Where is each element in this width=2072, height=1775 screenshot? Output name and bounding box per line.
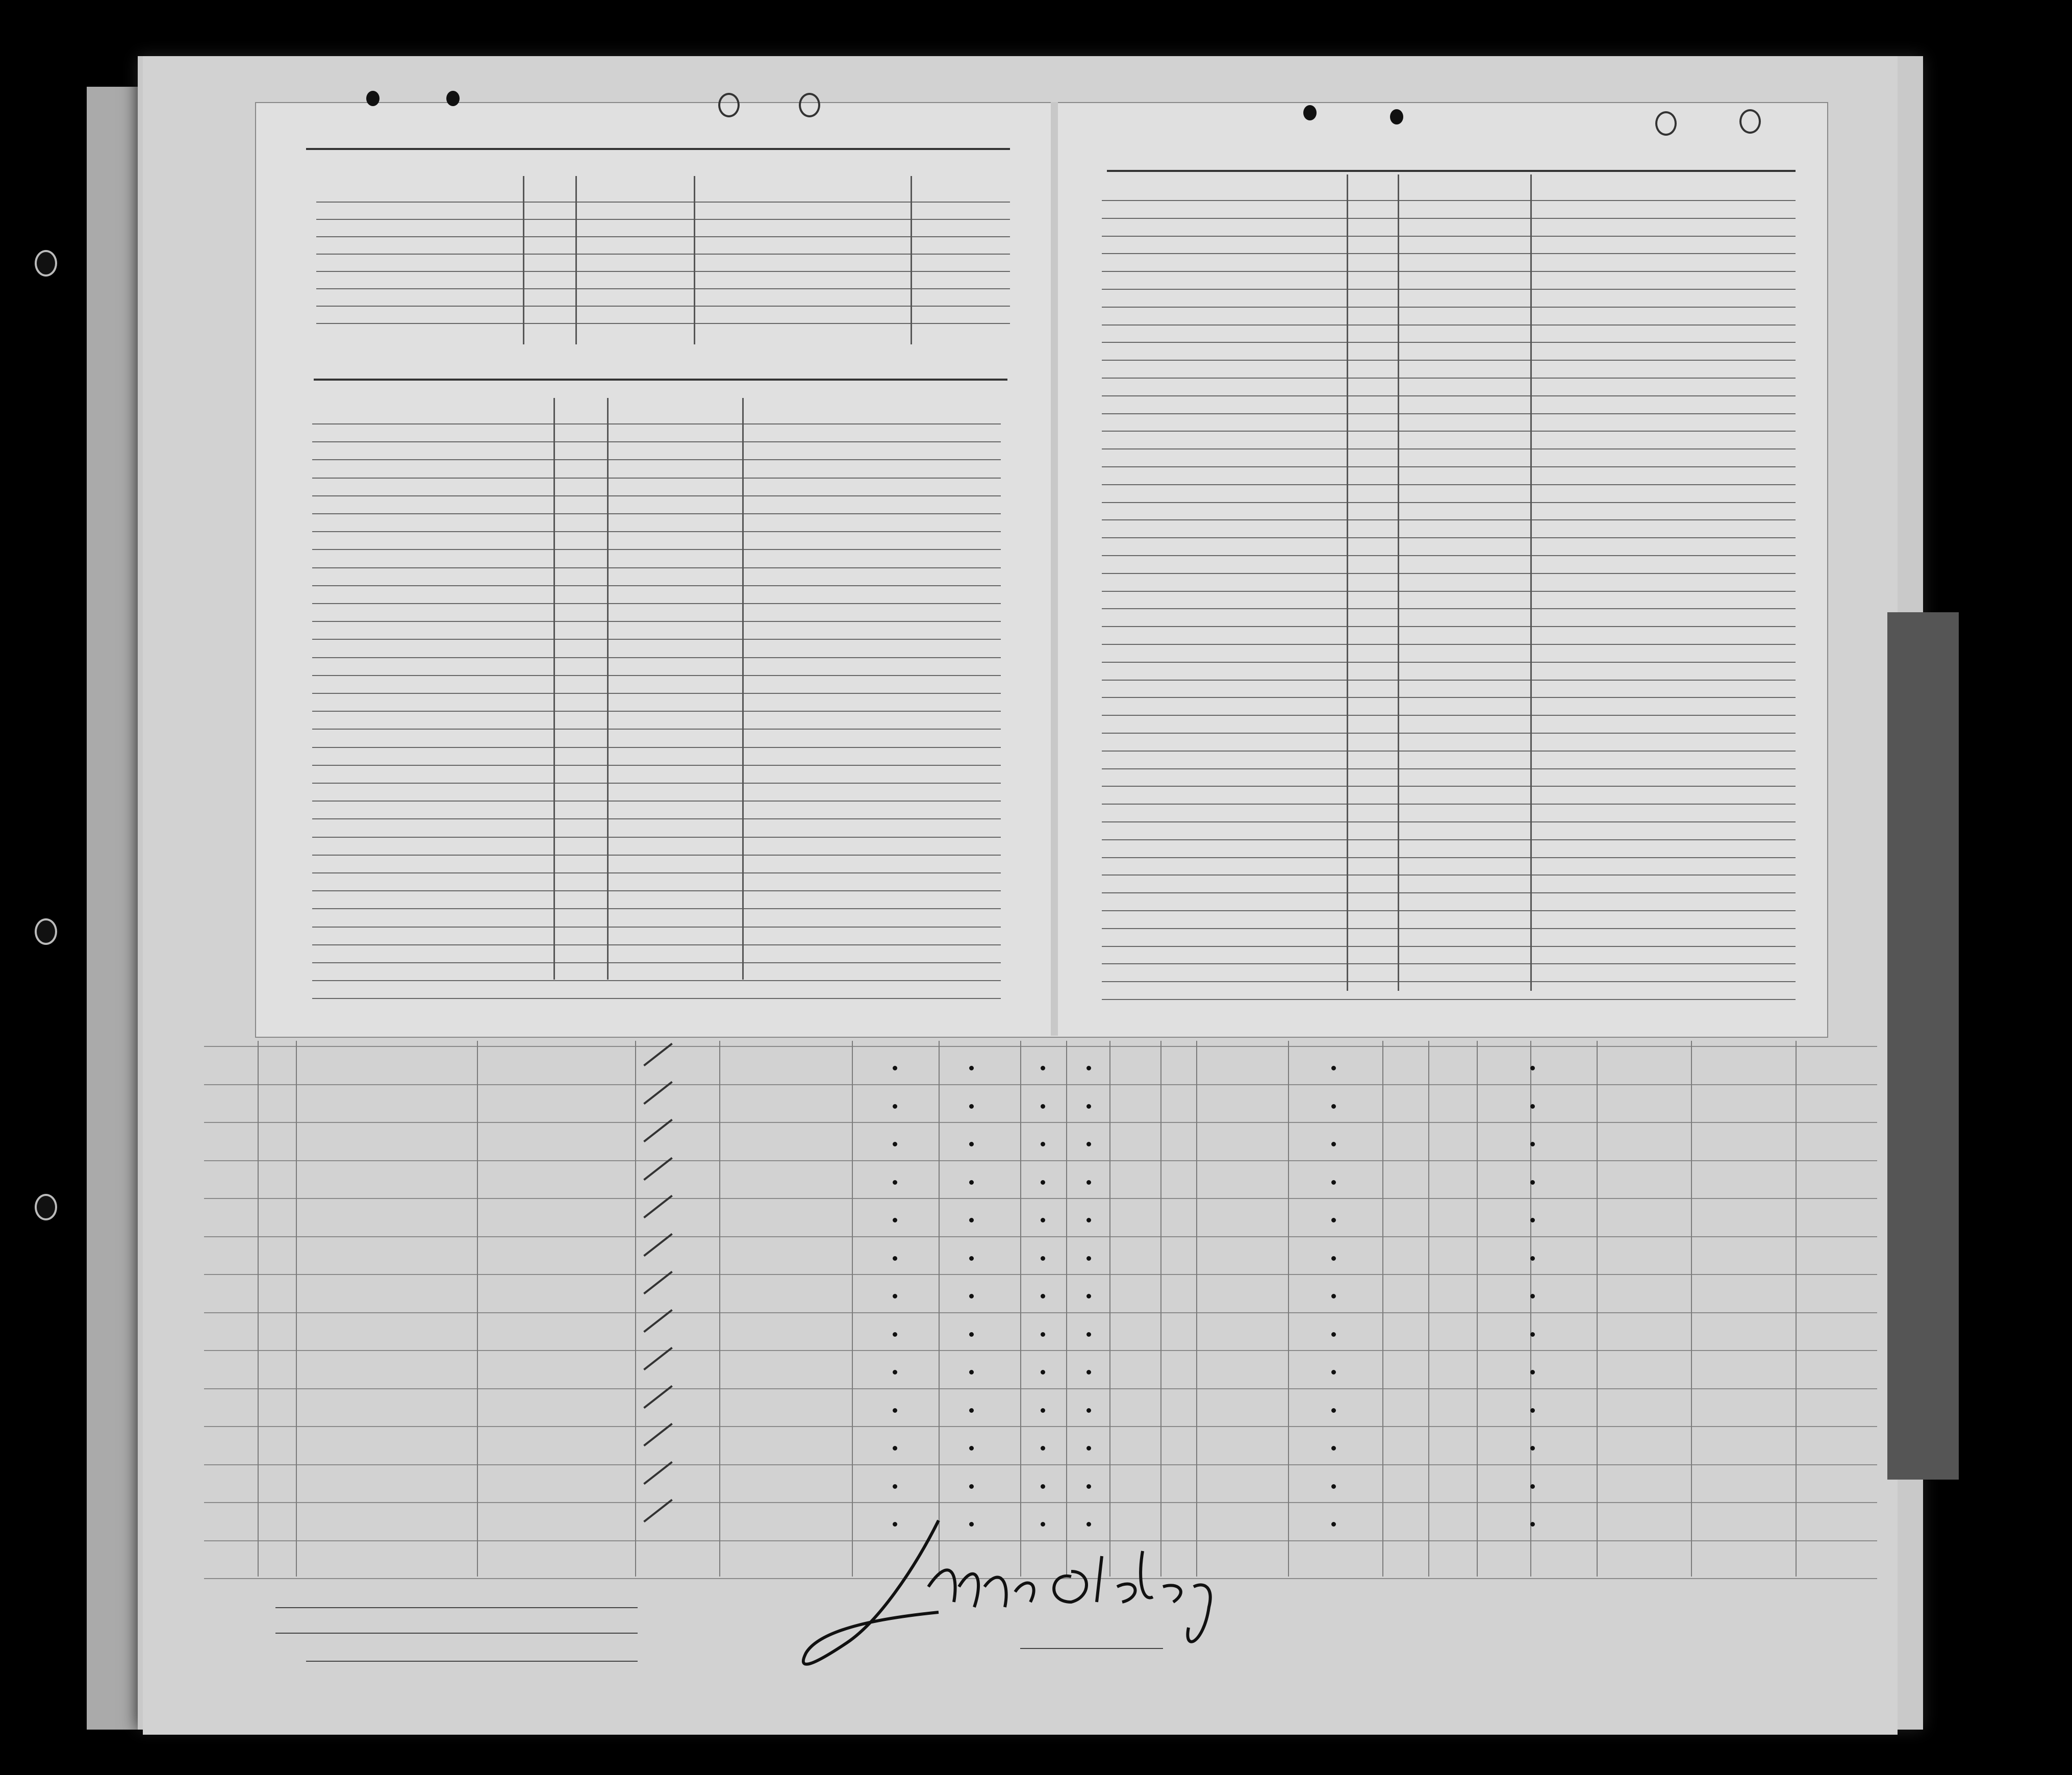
table-column-rule: [258, 1041, 259, 1577]
form-rule: [312, 603, 1001, 604]
form-rule: [1102, 253, 1796, 254]
form-rule: [312, 639, 1001, 640]
dot-mark: [1530, 1370, 1535, 1374]
table-column-rule: [1530, 1041, 1531, 1577]
form-rule: [312, 747, 1001, 748]
dot-mark: [1041, 1180, 1045, 1185]
form-rule: [1102, 218, 1796, 219]
form-rule: [1102, 236, 1796, 237]
form-rule: [312, 962, 1001, 963]
punch-hole: [1390, 109, 1403, 124]
punch-hole: [1739, 109, 1761, 134]
form-rule: [1102, 644, 1796, 645]
form-rule: [312, 513, 1001, 514]
form-rule: [312, 837, 1001, 838]
table-column-rule: [1477, 1041, 1478, 1577]
form-rule: [1102, 395, 1796, 396]
form-rule: [1102, 484, 1796, 485]
dot-mark: [969, 1332, 974, 1337]
form-rule: [312, 423, 1001, 424]
dot-mark: [1041, 1218, 1045, 1222]
table-rule: [204, 1464, 1877, 1465]
punch-hole: [446, 91, 460, 106]
form-rule: [316, 254, 1010, 255]
dot-mark: [969, 1408, 974, 1413]
dot-mark: [969, 1142, 974, 1146]
binder-hole: [35, 1194, 57, 1220]
punch-hole: [1303, 105, 1317, 120]
dot-mark: [893, 1408, 897, 1413]
dot-mark: [1331, 1218, 1336, 1222]
form-rule: [1102, 608, 1796, 609]
form-rule: [312, 657, 1001, 658]
dot-mark: [969, 1256, 974, 1261]
form-rule: [312, 621, 1001, 622]
punch-hole: [366, 91, 380, 106]
dot-mark: [969, 1180, 974, 1185]
form-rule: [1102, 981, 1796, 982]
form-rule: [312, 998, 1001, 999]
form-rule: [1102, 786, 1796, 787]
form-rule: [316, 219, 1010, 220]
seamen-overlay-page: [255, 102, 1828, 1038]
form-rule: [312, 855, 1001, 856]
form-rule: [1102, 892, 1796, 893]
dot-mark: [1041, 1408, 1045, 1413]
dot-mark: [1086, 1104, 1091, 1109]
form-column-rule: [553, 398, 555, 980]
table-rule: [204, 1426, 1877, 1427]
dot-mark: [893, 1256, 897, 1261]
table-column-rule: [1196, 1041, 1197, 1577]
right-edge-sheet: [1887, 612, 1959, 1480]
dot-mark: [1041, 1142, 1045, 1146]
dot-mark: [893, 1332, 897, 1337]
overlay-page-fold: [1051, 102, 1058, 1036]
dot-mark: [1530, 1484, 1535, 1489]
form-rule: [1102, 413, 1796, 414]
form-rule: [312, 783, 1001, 784]
form-column-rule: [911, 176, 912, 344]
dot-mark: [1530, 1142, 1535, 1146]
form-rule: [1102, 342, 1796, 343]
table-rule: [204, 1502, 1877, 1503]
form-rule: [316, 306, 1010, 307]
table-column-rule: [1020, 1041, 1021, 1577]
dot-mark: [1530, 1446, 1535, 1451]
continued-header-rule: [1107, 170, 1796, 172]
table-rule: [204, 1046, 1877, 1047]
dot-mark: [1530, 1066, 1535, 1070]
form-rule: [1102, 821, 1796, 822]
dot-mark: [1331, 1066, 1336, 1070]
dot-mark: [1041, 1294, 1045, 1298]
form-column-rule: [1347, 174, 1348, 991]
form-rule: [312, 890, 1001, 891]
dot-mark: [1086, 1484, 1091, 1489]
form-column-rule: [694, 176, 695, 344]
dot-mark: [1331, 1104, 1336, 1109]
dot-mark: [893, 1370, 897, 1374]
form-rule: [1102, 946, 1796, 947]
form-rule: [1102, 271, 1796, 272]
form-rule: [1102, 431, 1796, 432]
inspector-underline: [1020, 1648, 1163, 1649]
form-rule: [312, 459, 1001, 460]
table-column-rule: [939, 1041, 940, 1577]
dot-mark: [1331, 1370, 1336, 1374]
form-rule: [1102, 324, 1796, 326]
form-rule: [1102, 874, 1796, 876]
dot-mark: [969, 1446, 974, 1451]
form-column-rule: [1398, 174, 1399, 991]
form-rule: [1102, 448, 1796, 449]
form-rule: [312, 927, 1001, 928]
form-column-rule: [575, 176, 577, 344]
owners-underline: [275, 1633, 638, 1634]
table-column-rule: [477, 1041, 478, 1577]
form-rule: [1102, 378, 1796, 379]
dot-mark: [1041, 1370, 1045, 1374]
dot-mark: [1041, 1484, 1045, 1489]
dot-mark: [1086, 1446, 1091, 1451]
dot-mark: [1530, 1294, 1535, 1298]
line-underline: [275, 1607, 638, 1608]
table-rule: [204, 1198, 1877, 1199]
table-column-rule: [635, 1041, 636, 1577]
dot-mark: [969, 1484, 974, 1489]
dot-mark: [1331, 1294, 1336, 1298]
table-rule: [204, 1236, 1877, 1237]
form-rule: [312, 693, 1001, 694]
dot-mark: [893, 1066, 897, 1070]
form-rule: [1102, 519, 1796, 520]
dot-mark: [1530, 1332, 1535, 1337]
dot-mark: [893, 1142, 897, 1146]
dot-mark: [1041, 1332, 1045, 1337]
hospital-header-rule: [306, 148, 1010, 150]
dot-mark: [969, 1294, 974, 1298]
table-rule: [204, 1312, 1877, 1313]
form-rule: [312, 675, 1001, 676]
dot-mark: [1331, 1332, 1336, 1337]
form-column-rule: [523, 176, 524, 344]
form-rule: [1102, 573, 1796, 574]
form-rule: [1102, 928, 1796, 929]
dot-mark: [893, 1484, 897, 1489]
dot-mark: [1530, 1180, 1535, 1185]
form-rule: [1102, 715, 1796, 716]
dot-mark: [1041, 1256, 1045, 1261]
table-column-rule: [1597, 1041, 1598, 1577]
dot-mark: [893, 1218, 897, 1222]
dot-mark: [1041, 1104, 1045, 1109]
form-rule: [312, 818, 1001, 819]
dot-mark: [1530, 1522, 1535, 1527]
punch-hole: [718, 93, 740, 117]
table-rule: [204, 1350, 1877, 1351]
form-rule: [312, 765, 1001, 766]
dot-mark: [969, 1104, 974, 1109]
punch-hole: [799, 93, 820, 117]
table-column-rule: [1382, 1041, 1383, 1577]
inspector-signature: [786, 1510, 1255, 1694]
form-rule: [1102, 307, 1796, 308]
dot-mark: [1086, 1294, 1091, 1298]
table-column-rule: [852, 1041, 853, 1577]
form-rule: [312, 801, 1001, 802]
table-rule: [204, 1160, 1877, 1161]
form-rule: [312, 908, 1001, 909]
form-rule: [312, 549, 1001, 550]
table-column-rule: [1796, 1041, 1797, 1577]
table-column-rule: [1109, 1041, 1110, 1577]
form-rule: [312, 944, 1001, 945]
form-rule: [1102, 910, 1796, 911]
form-rule: [312, 585, 1001, 586]
dot-mark: [1086, 1066, 1091, 1070]
form-rule: [1102, 591, 1796, 592]
form-rule: [312, 531, 1001, 532]
dot-mark: [893, 1104, 897, 1109]
dot-mark: [1331, 1484, 1336, 1489]
form-column-rule: [607, 398, 609, 980]
dot-mark: [1331, 1180, 1336, 1185]
dot-mark: [893, 1446, 897, 1451]
dot-mark: [1331, 1142, 1336, 1146]
dot-mark: [1331, 1522, 1336, 1527]
dot-mark: [1041, 1066, 1045, 1070]
form-rule: [1102, 289, 1796, 290]
dot-mark: [1086, 1370, 1091, 1374]
agents-underline: [306, 1661, 638, 1662]
dot-mark: [893, 1294, 897, 1298]
form-rule: [1102, 697, 1796, 698]
discharged-header-rule: [314, 379, 1007, 381]
dot-mark: [969, 1370, 974, 1374]
table-rule: [204, 1084, 1877, 1085]
form-rule: [312, 711, 1001, 712]
table-rule: [204, 1388, 1877, 1389]
form-rule: [1102, 360, 1796, 361]
table-column-rule: [719, 1041, 720, 1577]
form-rule: [312, 980, 1001, 981]
form-rule: [316, 323, 1010, 324]
form-rule: [316, 271, 1010, 272]
dot-mark: [1086, 1142, 1091, 1146]
form-rule: [312, 872, 1001, 873]
table-column-rule: [296, 1041, 297, 1577]
form-column-rule: [742, 398, 744, 980]
form-column-rule: [1530, 174, 1532, 991]
form-rule: [1102, 733, 1796, 734]
form-rule: [312, 495, 1001, 496]
form-rule: [1102, 804, 1796, 805]
table-column-rule: [1066, 1041, 1067, 1577]
form-rule: [1102, 200, 1796, 201]
dot-mark: [969, 1066, 974, 1070]
binder-hole: [35, 250, 57, 277]
table-rule: [204, 1274, 1877, 1275]
binder-hole: [35, 918, 57, 945]
dot-mark: [1086, 1256, 1091, 1261]
dot-mark: [1086, 1218, 1091, 1222]
dot-mark: [1086, 1408, 1091, 1413]
table-column-rule: [1691, 1041, 1692, 1577]
form-rule: [312, 478, 1001, 479]
dot-mark: [1530, 1256, 1535, 1261]
dot-mark: [969, 1218, 974, 1222]
form-rule: [1102, 662, 1796, 663]
form-rule: [1102, 751, 1796, 752]
form-rule: [1102, 857, 1796, 858]
dot-mark: [1331, 1256, 1336, 1261]
form-rule: [316, 202, 1010, 203]
form-rule: [1102, 839, 1796, 840]
dot-mark: [1530, 1408, 1535, 1413]
form-rule: [312, 567, 1001, 568]
table-column-rule: [1288, 1041, 1289, 1577]
form-rule: [1102, 466, 1796, 467]
form-rule: [1102, 768, 1796, 769]
table-column-rule: [1428, 1041, 1429, 1577]
form-rule: [1102, 680, 1796, 681]
dot-mark: [1530, 1104, 1535, 1109]
form-rule: [1102, 555, 1796, 556]
table-rule: [204, 1122, 1877, 1123]
dot-mark: [1530, 1218, 1535, 1222]
dot-mark: [893, 1180, 897, 1185]
dot-mark: [1041, 1446, 1045, 1451]
form-rule: [316, 288, 1010, 289]
punch-hole: [1655, 111, 1677, 136]
dot-mark: [1331, 1408, 1336, 1413]
form-rule: [1102, 963, 1796, 964]
form-rule: [312, 441, 1001, 442]
form-rule: [1102, 502, 1796, 503]
table-column-rule: [1160, 1041, 1161, 1577]
dot-mark: [1331, 1446, 1336, 1451]
dot-mark: [1086, 1180, 1091, 1185]
dot-mark: [1086, 1332, 1091, 1337]
form-rule: [316, 236, 1010, 237]
form-rule: [1102, 626, 1796, 627]
form-rule: [312, 729, 1001, 730]
form-rule: [1102, 537, 1796, 538]
form-rule: [1102, 999, 1796, 1000]
